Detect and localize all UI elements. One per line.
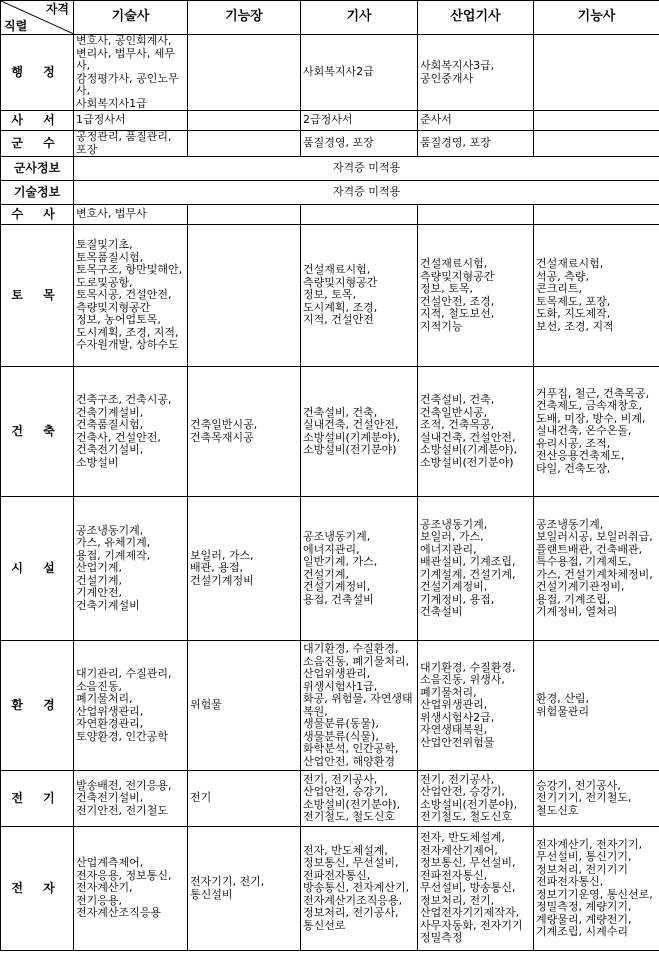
table-cell: 공조냉동기계, 에너지관리, 일반기계, 가스, 건설기계, 건설기계정비, 용접, 건축설비 <box>301 497 418 641</box>
table-cell: 환경, 산림, 위험물관리 <box>534 641 659 771</box>
table-cell: 사회복지사2급 <box>301 35 418 111</box>
table-cell: 공조냉동기계, 보일러, 가스, 에너지관리, 배관설비, 기계조립, 기계설계, 건설기계, 건설기계정비, 기계정비, 용접, 건축설비 <box>418 497 534 641</box>
table-cell: 승강기, 전기공사, 전기기기, 전기철도, 철도신호 <box>534 771 659 827</box>
table-cell: 변호사, 공인회계사, 변리사, 법무사, 세무사, 감정평가사, 공인노무사, 사회복지사1급 <box>74 35 188 111</box>
merged-cell: 자격증 미적용 <box>74 181 659 205</box>
table-cell <box>301 205 418 225</box>
table-row <box>1 157 659 181</box>
table-cell: 대기관리, 수질관리, 소음진동, 폐기물처리, 산업위생관리, 자연환경관리, 토양환경, 인간공학 <box>74 641 188 771</box>
header-row <box>1 1 659 35</box>
table-row <box>1 497 659 641</box>
table-cell: 전자, 반도체설계, 정보통신, 무선설비, 전파전자통신, 방송통신, 전자계산기, 전자계산기조직응용, 정보처리, 전기공사, 통신선로 <box>301 827 418 951</box>
row-label: 행 정 <box>1 35 74 111</box>
row-label: 토 목 <box>1 225 74 367</box>
col-header: 기능사 <box>534 1 659 35</box>
corner-bottom-label: 직렬 <box>4 18 28 33</box>
table-cell: 건축구조, 건축시공, 건축기계설비, 건축품질시험, 건축사, 건설안전, 건축전기설비, 소방설비 <box>74 367 188 497</box>
table-row <box>1 641 659 771</box>
col-header: 기술사 <box>74 1 188 35</box>
table-cell: 변호사, 법무사 <box>74 205 188 225</box>
table-cell: 전기 <box>188 771 301 827</box>
table-cell <box>418 205 534 225</box>
col-header: 산업기사 <box>418 1 534 35</box>
merged-cell: 자격증 미적용 <box>74 157 659 181</box>
table-cell: 건설재료시험, 측량및지형공간 정보, 토목, 건설안전, 조경, 지적, 철도보선, 지적기능 <box>418 225 534 367</box>
table-cell: 건축설비, 건축, 건축일반시공, 조적, 건축목공, 실내건축, 건설안전, 소방설비(기계분야), 소방설비(전기분야) <box>418 367 534 497</box>
table-cell: 품질경영, 포장 <box>301 131 418 157</box>
col-header: 기사 <box>301 1 418 35</box>
table-cell: 공정관리, 품질관리, 포장 <box>74 131 188 157</box>
table-cell: 전자기기, 전기, 통신설비 <box>188 827 301 951</box>
row-label: 기술정보 <box>1 181 74 205</box>
table-cell: 준사서 <box>418 111 534 131</box>
row-label: 전 자 <box>1 827 74 951</box>
table-cell <box>188 111 301 131</box>
table-cell <box>534 205 659 225</box>
table-row <box>1 827 659 951</box>
table-cell: 공조냉동기계, 보일러시공, 보일러취급, 플랜트배관, 건축배관, 특수용접, 기계제도, 가스, 건설기계차체정비, 건설기계기관정비, 용접, 기계조립, 기계정비, 열처리 <box>534 497 659 641</box>
table-cell <box>188 225 301 367</box>
row-label: 시 설 <box>1 497 74 641</box>
table-row <box>1 35 659 111</box>
table-cell <box>534 35 659 111</box>
table-cell: 전기, 전기공사, 산업안전, 승강기, 소방설비(전기분야), 전기철도, 철도신호 <box>301 771 418 827</box>
table-cell: 사회복지사3급, 공인중개사 <box>418 35 534 111</box>
table-cell: 1급정사서 <box>74 111 188 131</box>
table-cell: 전기, 전기공사, 산업안전, 승강기, 소방설비(전기분야), 전기철도, 철도신호 <box>418 771 534 827</box>
table-cell: 대기환경, 수질환경, 소음진동, 위생사, 폐기물처리, 산업위생관리, 위생시험사2급, 자연생태복원, 산업안전위험물 <box>418 641 534 771</box>
table-cell: 전자, 반도체설계, 전자계산기제어, 정보통신, 무선설비, 전파전자통신, 무선설비, 방송통신, 정보처리, 전기, 산업전자기기제작자, 사무자동화, 전자기기 정밀측정 <box>418 827 534 951</box>
table-cell <box>188 205 301 225</box>
table-cell <box>534 131 659 157</box>
table-cell: 품질경영, 포장 <box>418 131 534 157</box>
table-row <box>1 367 659 497</box>
table-row <box>1 111 659 131</box>
table-cell: 거푸집, 철근, 건축목공, 건축제도, 금속재창호, 도배, 미장, 방수, 비계, 실내건축, 온수온돌, 유리시공, 조적, 전산응용건축제도, 타일, 건축도장, <box>534 367 659 497</box>
row-label: 전 기 <box>1 771 74 827</box>
table-cell: 대기환경, 수질환경, 소음진동, 폐기물처리, 산업위생관리, 위생시험사1급, 화공, 위험물, 자연생태복원, 생물분류(동물), 생물분류(식물), 화학분석, 인간공학, 산업안전, 해양환경 <box>301 641 418 771</box>
table-cell <box>188 35 301 111</box>
table-cell: 건축설비, 건축, 실내건축, 건설안전, 소방설비(기계분야), 소방설비(전기분야) <box>301 367 418 497</box>
table-row <box>1 131 659 157</box>
row-label: 사 서 <box>1 111 74 131</box>
table-cell: 토질및기초, 토목품질시험, 토목구조, 항만및해안, 도로및공항, 토목시공, 건설안전, 측량및지형공간 정보, 농어업토목, 도시계획, 조경, 지적, 수자원개발, 상하수도 <box>74 225 188 367</box>
table-row <box>1 771 659 827</box>
table-cell: 위험물 <box>188 641 301 771</box>
row-label: 환 경 <box>1 641 74 771</box>
table-cell: 건설재료시험, 측량및지형공간 정보, 토목, 도시계획, 조경, 지적, 건설안전 <box>301 225 418 367</box>
row-label: 수 사 <box>1 205 74 225</box>
row-label: 군 수 <box>1 131 74 157</box>
table-cell: 건축일반시공, 건축목재시공 <box>188 367 301 497</box>
table-cell: 공조냉동기계, 가스, 유체기계, 용접, 기계제작, 산업기계, 건설기계, 기계안전, 건축기계설비 <box>74 497 188 641</box>
table-cell: 발송배전, 전기응용, 건축전기설비, 전기안전, 전기철도 <box>74 771 188 827</box>
table-row <box>1 181 659 205</box>
table-cell: 건설재료시험, 석공, 측량, 콘크리트, 토목제도, 포장, 도화, 지도제작, 보선, 조경, 지적 <box>534 225 659 367</box>
table-cell <box>534 111 659 131</box>
corner-header <box>1 1 74 35</box>
row-label: 군사정보 <box>1 157 74 181</box>
col-header: 기능장 <box>188 1 301 35</box>
table-cell: 2급정사서 <box>301 111 418 131</box>
table-row <box>1 205 659 225</box>
table-cell: 보일러, 가스, 배관, 용접, 건설기계정비 <box>188 497 301 641</box>
corner-top-label: 자격 <box>45 2 69 16</box>
table-cell <box>188 131 301 157</box>
table-cell: 산업계측제어, 전자응용, 정보통신, 전자계산기, 전기응용, 전자계산조직응용 <box>74 827 188 951</box>
row-label: 건 축 <box>1 367 74 497</box>
table-cell: 전자계산기, 전자기기, 무선설비, 통신기기, 정보처리, 전기기기 전파전자통신, 정보기기운영, 통신선로, 정밀측정, 계량기기, 계량물리, 계량전기, 기계조립, 시계수리 <box>534 827 659 951</box>
table-row <box>1 225 659 367</box>
